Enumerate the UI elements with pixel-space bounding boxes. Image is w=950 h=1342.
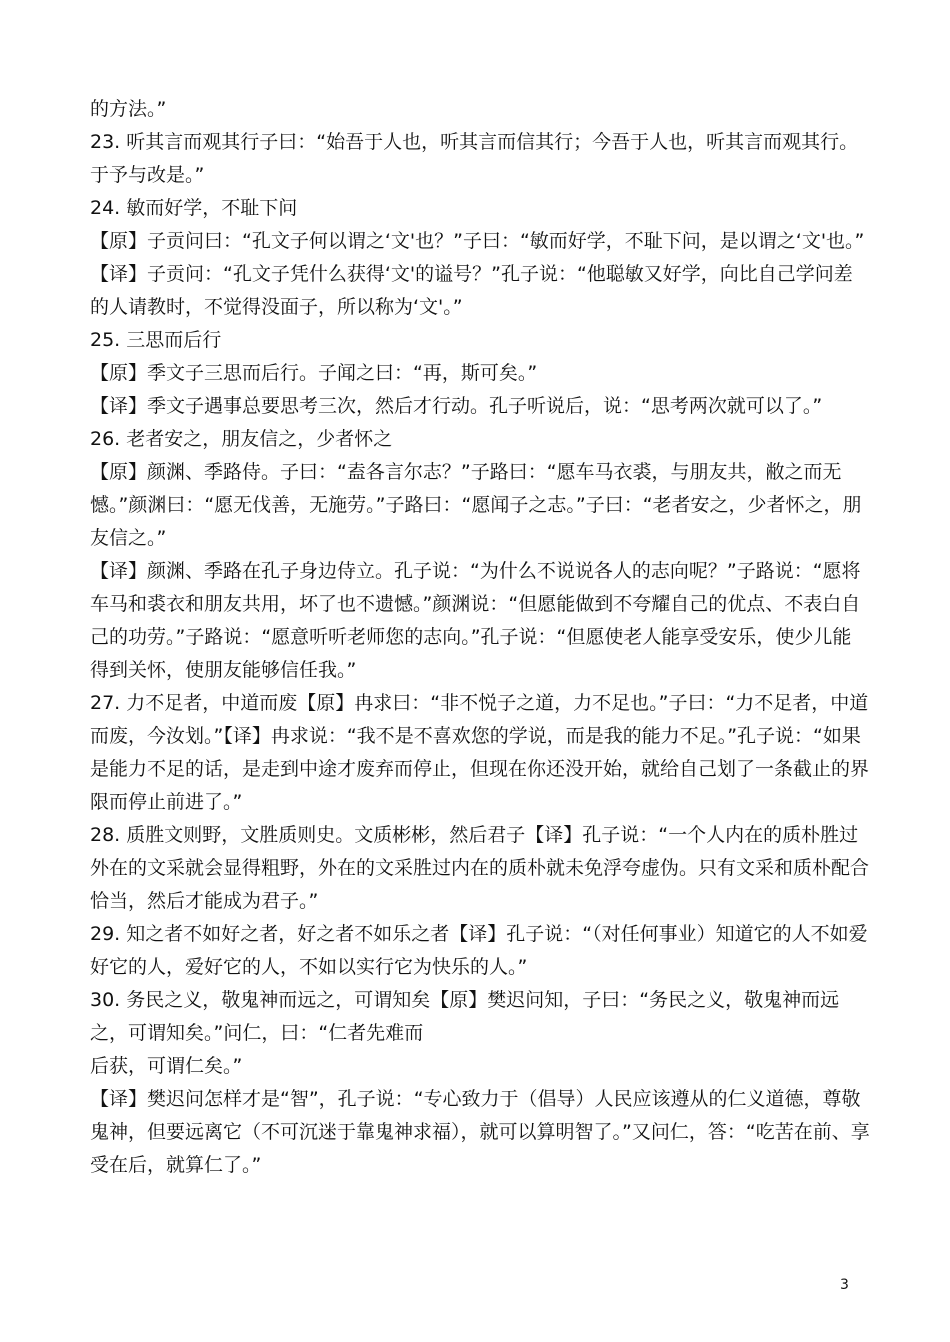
item-26-heading: 26. 老者安之，朋友信之，少者怀之 — [90, 428, 393, 450]
item-26-original: 【原】颜渊、季路侍。子曰：“盍各言尔志？”子路曰：“愿车马衣裘，与朋友共，敝之而无憾。”颜渊曰：“愿无伐善，无施劳。”子路曰：“愿闻子之志。”子曰：“老者安之，少者怀之，朋友信之。” — [90, 461, 862, 549]
item-24-translation: 【译】子贡问：“孔文子凭什么获得‘文'的谥号？”孔子说：“他聪敏又好学，向比自己学问差的人请教时，不觉得没面子，所以称为‘文'。” — [90, 263, 853, 318]
item-25-heading: 25. 三思而后行 — [90, 329, 222, 351]
item-27: 27. 力不足者，中道而废【原】冉求曰：“非不悦子之道，力不足也。”子曰：“力不足者，中道而废，今汝划。”【译】冉求说：“我不是不喜欢您的学说，而是我的能力不足。”孔子说：“如果是能力不足的话，是走到中途才废弃而停止，但现在你还没开始，就给自己划了一条截止的界限而停止前进了。” — [90, 692, 870, 813]
item-28: 28. 质胜文则野，文胜质则史。文质彬彬，然后君子【译】孔子说：“一个人内在的质朴胜过外在的文采就会显得粗野，外在的文采胜过内在的质朴就未免浮夸虚伪。只有文采和质朴配合恰当，然后才能成为君子。” — [90, 824, 870, 912]
item-24-original: 【原】子贡问曰：“孔文子何以谓之‘文'也？”子曰：“敏而好学，不耻下问，是以谓之‘文'也。” — [90, 230, 865, 252]
item-25-translation: 【译】季文子遇事总要思考三次，然后才行动。孔子听说后，说：“思考两次就可以了。” — [90, 395, 823, 417]
item-30-continued: 后获，可谓仁矣。” — [90, 1055, 243, 1077]
item-25-original: 【原】季文子三思而后行。子闻之曰：“再，斯可矣。” — [90, 362, 538, 384]
text-line: 的方法。” — [90, 98, 167, 120]
item-30: 30. 务民之义，敬鬼神而远之，可谓知矣【原】樊迟问知，子曰：“务民之义，敬鬼神而远之，可谓知矣。”问仁，曰：“仁者先难而 — [90, 989, 840, 1044]
page-number: 3 — [840, 1277, 849, 1293]
item-24-heading: 24. 敏而好学，不耻下问 — [90, 197, 298, 219]
item-26-translation: 【译】颜渊、季路在孔子身边侍立。孔子说：“为什么不说说各人的志向呢？”子路说：“愿将车马和裘衣和朋友共用，坏了也不遗憾。”颜渊说：“但愿能做到不夸耀自己的优点、不表白自己的功劳。”子路说：“愿意听听老师您的志向。”孔子说：“但愿使老人能享受安乐，使少儿能得到关怀，使朋友能够信任我。” — [90, 560, 861, 681]
item-23: 23. 听其言而观其行子曰：“始吾于人也，听其言而信其行；今吾于人也，听其言而观其行。于予与改是。” — [90, 131, 859, 186]
item-29: 29. 知之者不如好之者，好之者不如乐之者【译】孔子说：“（对任何事业）知道它的人不如爱好它的人，爱好它的人，不如以实行它为快乐的人。” — [90, 923, 868, 978]
item-30-translation: 【译】樊迟问怎样才是“智”，孔子说：“专心致力于（倡导）人民应该遵从的仁义道德，尊敬鬼神，但要远离它（不可沉迷于靠鬼神求福），就可以算明智了。”又问仁，答：“吃苦在前、享受在后，就算仁了。” — [90, 1088, 870, 1176]
document-body — [90, 93, 870, 1182]
